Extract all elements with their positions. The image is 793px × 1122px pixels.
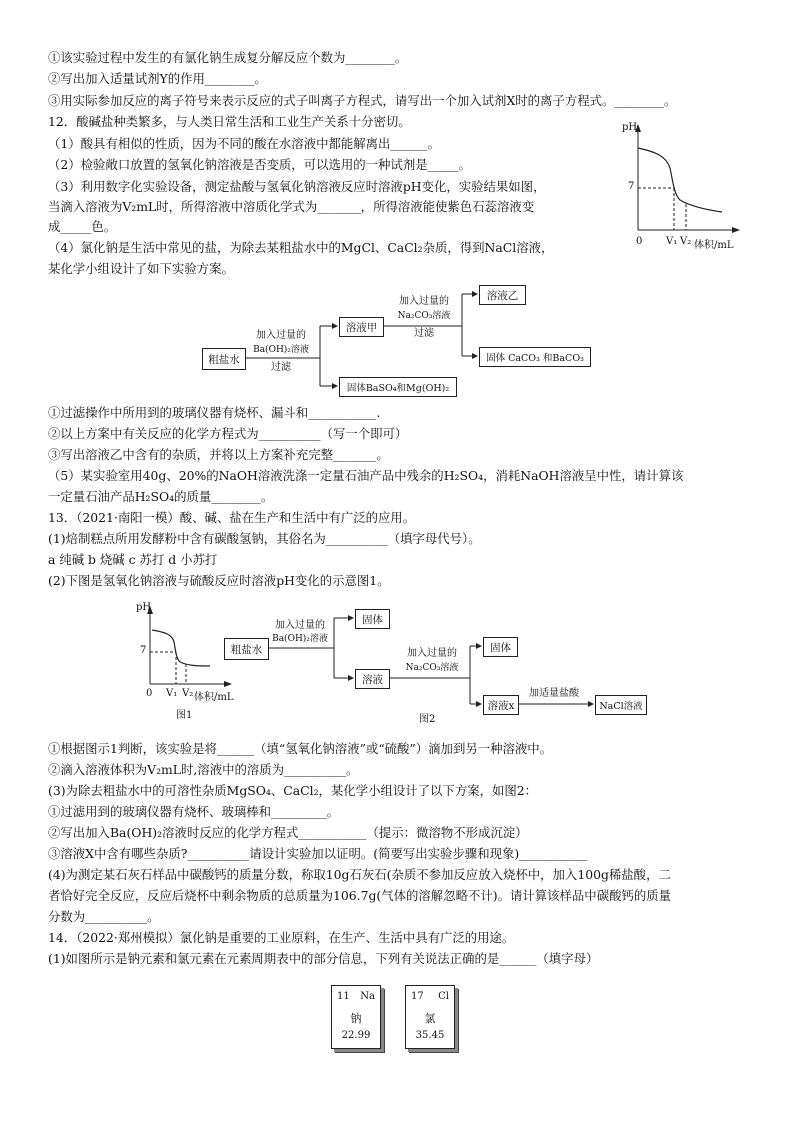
atomic-mass: 22.99 [341,1030,371,1041]
text-line: ②写出加入适量试剂Y的作用________。 [48,71,267,86]
text-line: ①过滤操作中所用到的玻璃仪器有烧杯、漏斗和___________. [48,405,381,420]
ph-graph-1-svg [618,118,748,250]
text-line: （4）氯化钠是生活中常见的盐，为除去某粗盐水中的MgCl、CaCl₂杂质，得到NaCl溶液， [48,240,554,255]
step2-label: 加入过量的 [399,296,449,307]
figure-1-caption: 图1 [176,710,193,721]
crude-brine-box: 粗盐水 [224,638,269,660]
y-axis-label: pH [622,122,638,133]
solid2-box: 固体 CaCO₃ 和BaCO₃ [479,347,591,367]
element-cell-chlorine [405,985,455,1049]
element-name: 钠 [350,1012,362,1025]
text-line: (1)如图所示是钠元素和氯元素在元素周期表中的部分信息，下列有关说法正确的是______（填字母） [48,951,599,966]
step1-filter: 过滤 [271,362,291,373]
text-line: （5）某实验室用40g、20%的NaOH溶液洗涤一定量石油产品中残余的H₂SO₄，消耗NaOH溶液呈中性，请计算该 [48,468,684,483]
question-13-title: 13．（2021·南阳一模）酸、碱、盐在生产和生活中有广泛的应用。 [48,510,416,525]
figure-2-caption: 图2 [419,714,436,725]
tick-7: 7 [140,645,147,656]
text-line: ②滴入溶液体积为V₂mL时,溶液中的溶质为__________。 [48,762,359,777]
text-line: （3）利用数字化实验设备，测定盐酸与氢氧化钠溶液反应时溶液pH变化，实验结果如图， [48,179,546,194]
solution-x-box: 溶液x [483,695,519,715]
y-axis-label: pH [136,602,152,613]
text-line: ③用实际参加反应的离子符号来表示反应的式子叫离子方程式，请写出一个加入试剂X时的离子方程式。________。 [48,93,677,108]
text-line: 者恰好完全反应，反应后烧杯中剩余物质的总质量为106.7g(气体的溶解忽略不计)。请计算该样品中碳酸钙的质量 [48,888,672,903]
x-axis-unit: 体积/mL [194,692,234,703]
step1-label: 加入过量的 [275,620,325,631]
element-cell-sodium [331,985,381,1049]
solid1-box: 固体BaSO₄和Mg(OH)₂ [339,377,457,397]
step2-reagent: Na₂CO₃溶液 [397,311,451,321]
tick-7: 7 [628,181,635,192]
text-line: (2)下图是氢氧化钠溶液与硫酸反应时溶液pH变化的示意图1。 [48,573,390,588]
step2-reagent: Na₂CO₃溶液 [405,663,459,673]
element-symbol: Cl [438,991,449,1002]
solid2-box: 固体 [483,637,518,657]
step1-reagent: Ba(OH)₂溶液 [272,634,328,644]
step3-label: 加适量盐酸 [529,688,579,699]
flow-diagram-1 [200,282,600,400]
text-line: (3)为除去粗盐水中的可溶性杂质MgSO₄、CaCl₂，某化学小组设计了以下方案，如图2： [48,783,538,798]
step2-label: 加入过量的 [407,648,457,659]
crude-brine-box: 粗盐水 [202,348,246,370]
flow-diagram-2 [222,604,652,725]
text-line: ①该实验过程中发生的有氯化钠生成复分解反应个数为________。 [48,50,408,65]
text-line: （2）检验敞口放置的氢氧化钠溶液是否变质，可以选用的一种试剂是_____。 [48,157,471,172]
text-line: ③溶液X中含有哪些杂质?__________请设计实验加以证明。(简要写出实验步骤和现象)___________ [48,846,588,861]
step1-reagent: Ba(OH)₂溶液 [253,345,309,355]
atomic-mass: 35.45 [415,1030,445,1041]
nacl-solution-box: NaCl溶液 [595,695,647,715]
text-line: 当滴入溶液为V₂mL时，所得溶液中溶质化学式为_______，所得溶液能使紫色石蕊溶液变 [48,199,535,214]
v1-label: V₁ [166,688,178,699]
x-axis-unit: 体积/mL [694,240,734,251]
solution-box: 溶液 [355,669,390,689]
text-line: a 纯碱 b 烧碱 c 苏打 d 小苏打 [48,552,218,567]
text-line: 某化学小组设计了如下实验方案。 [48,261,234,276]
text-line: ①根据图示1判断，该实验是将______（填“氢氧化钠溶液”或“硫酸”）滴加到另一种溶液中。 [48,741,553,756]
text-line: (1)焙制糕点所用发酵粉中含有碳酸氢钠，其俗名为__________（填字母代号）。 [48,531,481,546]
origin-label: 0 [636,236,643,247]
v1-label: V₁ [666,236,678,247]
text-line: ②写出加入Ba(OH)₂溶液时反应的化学方程式___________（提示：微溶物不形成沉淀） [48,825,528,840]
solution-yi-box: 溶液乙 [479,285,526,305]
v2-label: V₂ [680,236,692,247]
step1-label: 加入过量的 [256,330,306,341]
text-line: （1）酸具有相似的性质，因为不同的酸在水溶液中都能解离出______。 [48,136,440,151]
solid1-box: 固体 [355,609,390,629]
atomic-number: 17 [411,991,424,1002]
step2-filter: 过滤 [414,328,434,339]
text-line: (4)为测定某石灰石样品中碳酸钙的质量分数，称取10g石灰石(杂质不参加反应放入烧杯中，加入100g稀盐酸，二 [48,867,671,882]
question-14-title: 14．（2022·郑州模拟）氯化钠是重要的工业原料，在生产、生活中具有广泛的用途。 [48,930,515,945]
solution-jia-box: 溶液甲 [339,317,384,337]
element-name: 氯 [424,1012,436,1025]
origin-label: 0 [146,688,153,699]
text-line: 分数为__________。 [48,909,160,924]
text-line: 一定量石油产品H₂SO₄的质量________。 [48,489,274,504]
element-symbol: Na [360,991,375,1002]
v2-label: V₂ [182,688,194,699]
text-line: ②以上方案中有关反应的化学方程式为__________（写一个即可） [48,426,408,441]
text-line: ①过滤用到的玻璃仪器有烧杯、玻璃棒和_________。 [48,804,340,819]
text-line: ③写出溶液乙中含有的杂质，并将以上方案补充完整_______。 [48,447,389,462]
atomic-number: 11 [337,991,350,1002]
text-line: 成_____色。 [48,219,117,234]
question-12-title: 12．酸碱盐种类繁多，与人类日常生活和工业生产关系十分密切。 [48,114,411,129]
ph-graph-1 [618,118,748,250]
